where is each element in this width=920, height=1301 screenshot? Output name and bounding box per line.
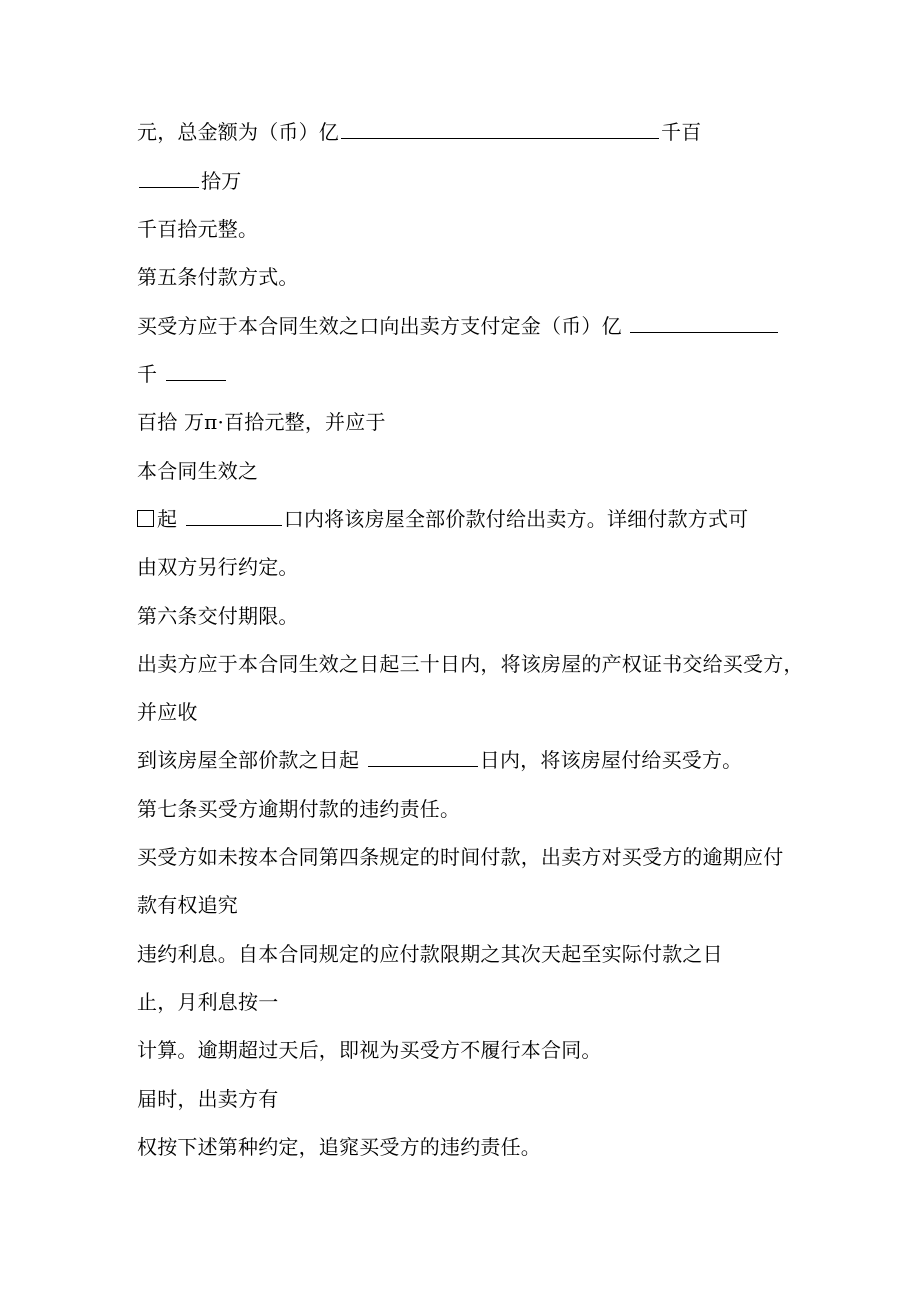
line-overdue: 计算。逾期超过天后，即视为买受方不履行本合同。 — [137, 1038, 602, 1062]
line-deposit — [137, 312, 780, 340]
heading-article-5: 第五条付款方式。 — [137, 265, 299, 289]
text-segment: 起 — [157, 507, 178, 531]
line-amount-wan — [137, 167, 241, 195]
text-segment: 日内，将该房屋付给买受方。 — [479, 748, 743, 772]
blank-field — [341, 120, 659, 139]
line-total-amount — [137, 118, 701, 146]
line-seller-rights: 届时，出卖方有 — [137, 1087, 279, 1111]
heading-article-6: 第六条交付期限。 — [137, 604, 299, 628]
line-interest-rate: 止，月利息按一 — [137, 990, 279, 1014]
text-segment: 千 — [137, 362, 158, 386]
text-segment: 千百 — [661, 120, 702, 144]
text-segment: 到该房屋全部价款之日起 — [137, 748, 360, 772]
blank-field — [630, 314, 778, 333]
line-agreement: 由双方另行约定。 — [137, 555, 299, 579]
line-delivery-cont: 并应收 — [137, 700, 198, 724]
line-delivery: 出卖方应于本合同生效之日起三十日内，将该房屋的产权证书交给买受方， — [137, 652, 804, 676]
heading-article-7: 第七条买受方逾期付款的违约责任。 — [137, 797, 461, 821]
line-liability: 权按下述第种约定，追窕买受方的违约责任。 — [137, 1135, 541, 1159]
line-interest: 违约利息。自本合同规定的应付款限期之其次天起至实际付款之日 — [137, 942, 723, 966]
line-amount-end: 千百拾元整。 — [137, 217, 259, 241]
text-segment: 口内将该房屋全部价款付给出卖方。详细付款方式可 — [283, 507, 749, 531]
text-segment: 买受方应于本合同生效之口向出卖方支付定金（币）亿 — [137, 314, 622, 338]
line-late-payment-cont: 款有权追究 — [137, 893, 238, 917]
line-late-payment: 买受方如未按本合同第四条规定的时间付款，出卖方对买受方的逾期应付 — [137, 845, 784, 869]
line-deposit-qian — [137, 360, 228, 388]
checkbox-square — [137, 510, 154, 527]
line-deposit-end: 百拾 万π·百拾元整，并应于 — [137, 410, 386, 434]
line-effective: 本合同生效之 — [137, 459, 259, 483]
blank-field — [139, 169, 199, 188]
blank-field — [186, 507, 282, 526]
line-payment-days — [137, 505, 748, 533]
text-segment: 拾万 — [201, 169, 242, 193]
line-delivery-days — [137, 746, 742, 774]
text-segment: 元，总金额为（币）亿 — [137, 120, 339, 144]
blank-field — [368, 748, 478, 767]
blank-field — [166, 362, 226, 381]
